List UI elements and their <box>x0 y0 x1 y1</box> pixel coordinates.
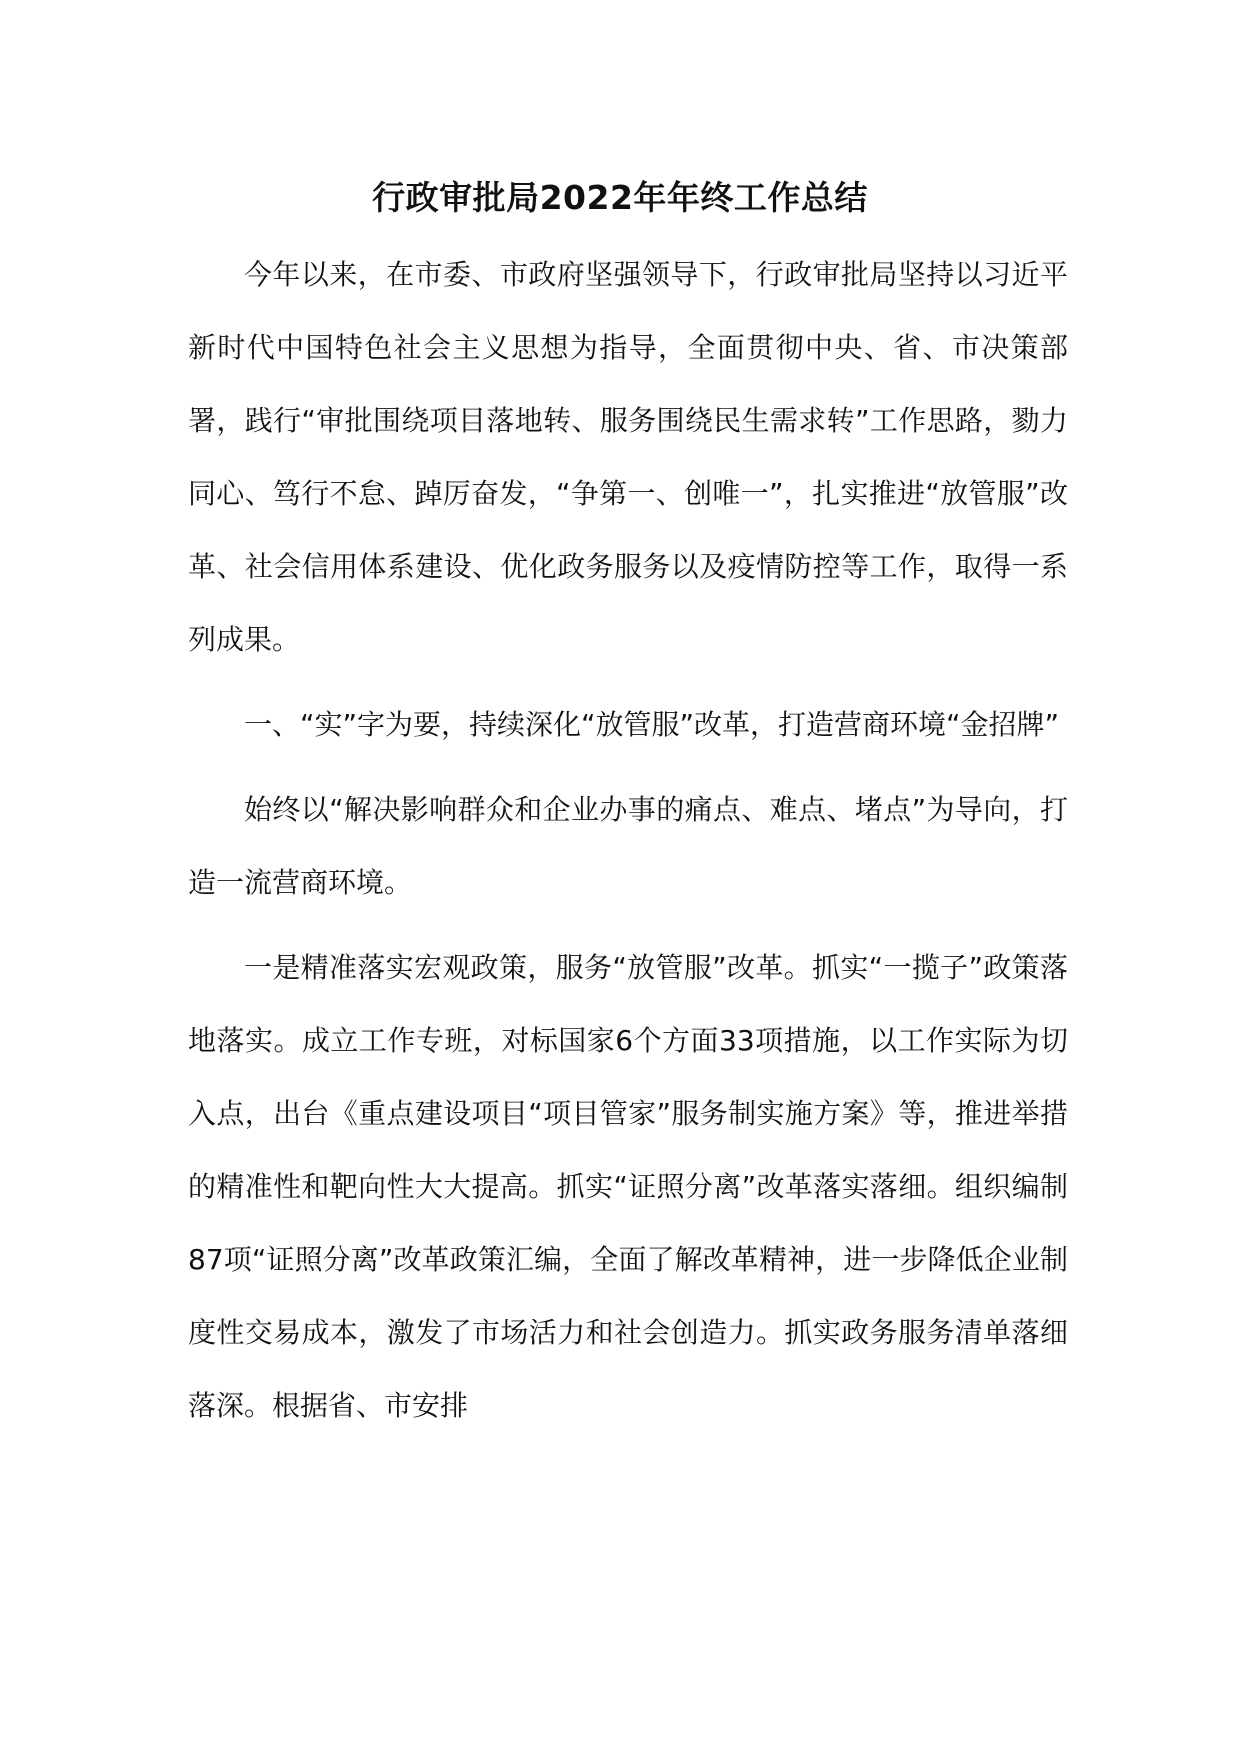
paragraph-section-1-item-1: 一是精准落实宏观政策，服务“放管服”改革。抓实“一揽子”政策落地落实。成立工作专班，对标国家6个方面33项措施，以工作实际为切入点，出台《重点建设项目“项目管家”服务制实施方案》等，推进举措的精准性和靶向性大大提高。抓实“证照分离”改革落实落细。组织编制87项“证照分离”改革政策汇编，全面了解改革精神，进一步降低企业制度性交易成本，激发了市场活力和社会创造力。抓实政务服务清单落细落深。根据省、市安排 <box>188 951 1068 1422</box>
paragraph-section-1-intro: 始终以“解决影响群众和企业办事的痛点、难点、堵点”为导向，打造一流营商环境。 <box>188 793 1068 899</box>
paragraph-intro: 今年以来，在市委、市政府坚强领导下，行政审批局坚持以习近平新时代中国特色社会主义思想为指导，全面贯彻中央、省、市决策部署，践行“审批围绕项目落地转、服务围绕民生需求转”工作思路，勠力同心、笃行不怠、踔厉奋发，“争第一、创唯一”，扎实推进“放管服”改革、社会信用体系建设、优化政务服务以及疫情防控等工作，取得一系列成果。 <box>188 258 1068 656</box>
document-body <box>188 238 1068 1442</box>
section-heading-1: 一、“实”字为要，持续深化“放管服”改革，打造营商环境“金招牌” <box>244 708 1060 741</box>
document-title: 行政审批局2022年年终工作总结 <box>372 178 868 217</box>
